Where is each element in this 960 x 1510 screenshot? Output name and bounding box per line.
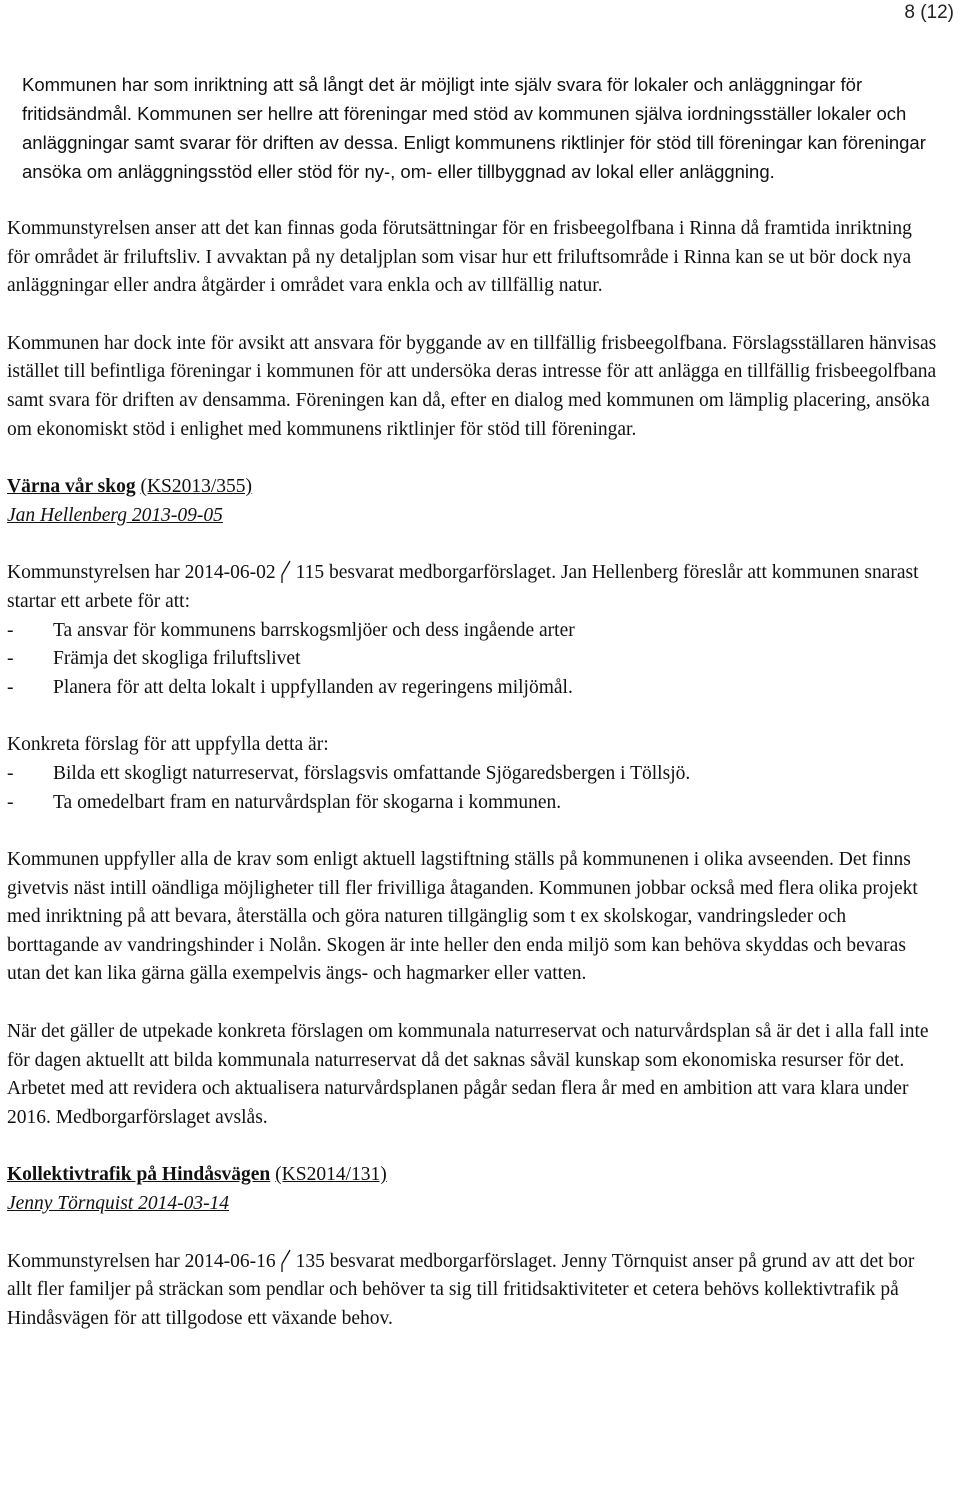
section-reference: (KS2013/355) [140, 476, 253, 498]
list-item: - Bilda ett skogligt naturreservat, förslagsvis omfattande Sjögaredsbergen i Töllsjö. [7, 762, 691, 784]
decision-paragraph [7, 559, 938, 616]
section-title: Värna vår skog [7, 476, 136, 498]
section-byline: Jan Hellenberg 2013-09-05 [7, 504, 223, 526]
decision-paragraph [7, 1248, 938, 1334]
decision-text-before: Kommunstyrelsen har 2014-06-02 [7, 562, 276, 584]
paragraph-frisbee-2: Kommunen har dock inte för avsikt att ansvara för byggande av en tillfällig frisbeegolfbana. Förslagsställaren hänvisas istället till befintliga föreningar i kommunen för att undersöka deras intresse för att anlägga en tillfällig frisbeegolfbana samt svara för driften av densamma. Föreningen kan då, efter en dialog med kommunen om lämplig placering, ansöka om ekonomiskt stöd i enlighet med kommunens riktlinjer för stöd till föreningar. [7, 332, 937, 440]
document-body [7, 70, 938, 1333]
concrete-proposal-list [7, 760, 938, 817]
decision-text-before: Kommunstyrelsen har 2014-06-16 [7, 1250, 276, 1272]
page-number: 8 (12) [904, 2, 954, 23]
section-reference: (KS2014/131) [275, 1164, 387, 1186]
response-paragraph-2: När det gäller de utpekade konkreta förslagen om kommunala naturreservat och naturvårdsplan så är det i alla fall inte för dagen aktuellt att bilda kommunala naturreservat då det saknas såväl kunskap som ekonomiska resurser för det. Arbetet med att revidera och aktualisera naturvårdsplanen pågår sedan flera år med en ambition att vara klara under 2016. Medborgarförslaget avslås. [7, 1021, 929, 1128]
paragraph-sign-icon [280, 560, 292, 584]
decision-text-after: 115 besvarat medborgarförslaget. Jan Hellenberg föreslår att kommunen snarast startar ett arbete för att: [7, 562, 919, 612]
concrete-proposals-intro: Konkreta förslag för att uppfylla detta är: [7, 734, 329, 756]
section-title: Kollektivtrafik på Hindåsvägen [7, 1164, 271, 1186]
list-item: - Ta omedelbart fram en naturvårdsplan för skogarna i kommunen. [7, 791, 562, 813]
list-item: - Planera för att delta lokalt i uppfyllanden av regeringens miljömål. [7, 676, 573, 698]
response-paragraph-1: Kommunen uppfyller alla de krav som enligt aktuell lagstiftning ställs på kommunenen i olika avseenden. Det finns givetvis näst intill oändliga möjligheter till fler frivilliga åtaganden. Kommunen jobbar också med flera olika projekt med inriktning på att bevara, återställa och göra naturen tillgänglig som t ex skolskogar, vandringsleder och borttagande av vandringshinder i Nolån. Skogen är inte heller den enda miljö som kan behöva skyddas och bevaras utan det kan lika gärna gälla exempelvis ängs- och hagmarker eller vatten. [7, 849, 918, 985]
section-byline: Jenny Törnquist 2014-03-14 [7, 1193, 230, 1215]
proposal-list [7, 617, 938, 703]
section-heading-varna-var-skog [7, 473, 938, 502]
intro-paragraph: Kommunen har som inriktning att så långt det är möjligt inte själv svara för lokaler och anläggningar för fritidsändmål. Kommunen ser hellre att föreningar med stöd av kommunen själva iordningsställer lokaler och anläggningar samt svarar för driften av dessa. Enligt kommunens riktlinjer för stöd till föreningar kan föreningar ansöka om anläggningsstöd eller stöd för ny-, om- eller tillbyggnad av lokal eller anläggning. [22, 74, 926, 182]
list-item: - Ta ansvar för kommunens barrskogsmljöer och dess ingående arter [7, 619, 575, 641]
paragraph-frisbee-1: Kommunstyrelsen anser att det kan finnas goda förutsättningar för en frisbeegolfbana i Rinna då framtida inriktning för området är friluftsliv. I avvaktan på ny detaljplan som visar hur ett friluftsområde i Rinna kan se ut bör dock nya anläggningar eller andra åtgärder i området vara enkla och av tillfällig natur. [7, 218, 912, 297]
section-heading-kollektivtrafik [7, 1161, 938, 1190]
paragraph-sign-icon [280, 1249, 292, 1273]
decision-text-after: 135 besvarat medborgarförslaget. Jenny Törnquist anser på grund av att det bor allt fler familjer på sträckan som pendlar och behöver ta sig till fritidsaktiviteter et cetera behövs kollektivtrafik på Hindåsvägen för att tillgodose ett växande behov. [7, 1250, 915, 1329]
list-item: - Främja det skogliga friluftslivet [7, 648, 301, 670]
